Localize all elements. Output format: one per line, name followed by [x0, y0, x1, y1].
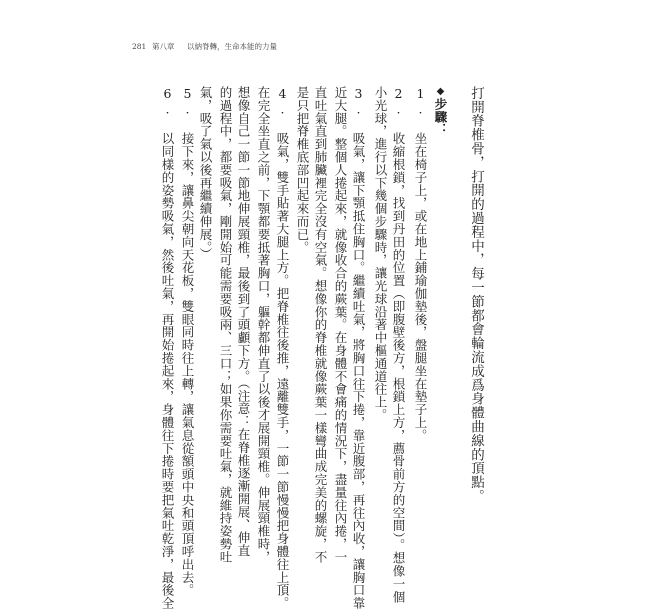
- running-header: [132, 41, 432, 55]
- step-line: 5. 接下來，讓鼻尖朝向天花板，雙眼同時往上轉，讓氣息從額頭中央和頭頂呼出去。: [180, 86, 195, 597]
- step-line: 近大腿。整個人捲起來，就像收合的蕨葉。在身體不會痛的情況下，盡量往內捲，一: [333, 86, 348, 564]
- step-line: 4. 吸氣，雙手貼著大腿上方。把脊椎往後推，遠離雙手，一節一節慢慢把身體往上頂。: [275, 86, 290, 610]
- step-line: 3. 吸氣，讓下顎抵住胸口。繼續吐氣，將胸口往下捲，靠近腹部，再往內收，讓胸口靠: [351, 86, 366, 610]
- step-line: 6. 以同樣的姿勢吸氣，然後吐氣，再開始捲起來，身體往下捲時要把氣吐乾淨，最後全: [160, 86, 175, 610]
- step-line: 是只把脊椎底部凹起來而已。: [295, 86, 310, 254]
- page-number: 281: [132, 42, 147, 51]
- chapter-title: 以納脊轉，生命本能的力量: [187, 42, 277, 51]
- step-line: 的過程中，都要吸氣，剛開始可能需要吸兩、三口；如果你需要吐氣，就維持姿勢吐: [218, 86, 233, 564]
- steps-heading-label: 步驟：: [433, 97, 448, 137]
- step-line: 想像自己一節一節地伸展頸椎，最後到了頭顱下方。（注意：在脊椎逐漸開展、伸直: [236, 86, 251, 558]
- steps-heading: [433, 86, 448, 586]
- step-line: 氣，吸了氣以後再繼續伸展。）: [198, 86, 213, 261]
- step-line: 1. 坐在椅子上，或在地上鋪瑜伽墊後，盤腿坐在墊子上。: [413, 86, 428, 442]
- step-line: 在完全坐直之前，下顎都要抵著胸口，軀幹都伸直了以後才展開頸椎。伸展頸椎時，: [256, 86, 271, 564]
- step-line: 2. 收縮根鎖，找到丹田的位置（即腹壁後方，根鎖上方，薦骨前方的空間）。想像一個: [391, 86, 406, 604]
- step-line: 直吐氣直到肺臟裡完全沒有空氣。想像你的脊椎就像蕨葉一樣彎曲成完美的螺旋，不: [313, 86, 328, 564]
- diamond-bullet-icon: ◆: [435, 86, 446, 98]
- chapter-label: 第八章: [152, 42, 175, 51]
- lead-paragraph: 打開脊椎骨，打開的過程中，每一節都會輪流成爲身體曲線的頂點。: [468, 86, 484, 503]
- step-line: 小光球，進行以下幾個步驟時，讓光球沿著中樞通道往上。: [373, 86, 388, 422]
